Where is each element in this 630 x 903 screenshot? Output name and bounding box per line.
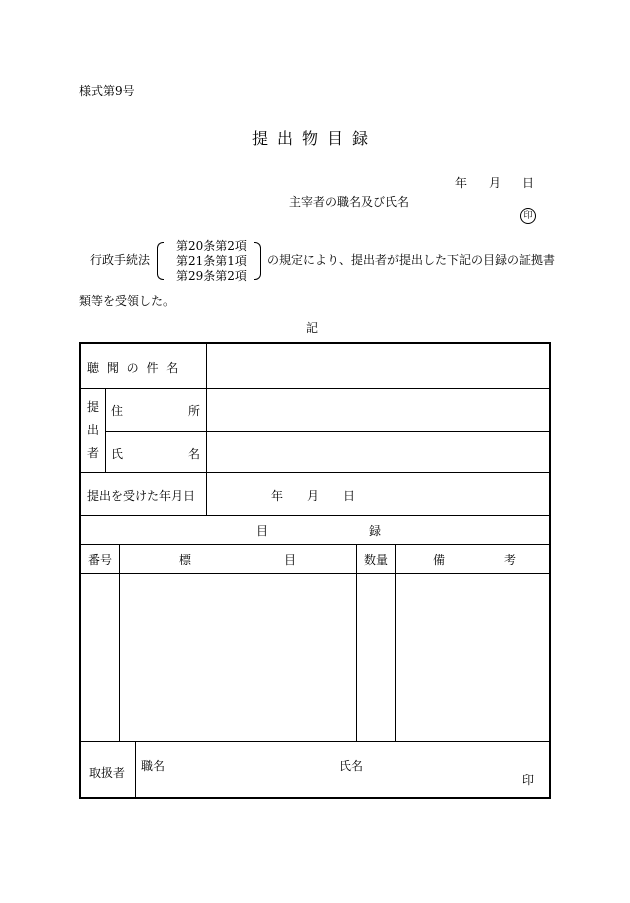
hearing-case-label: 聴 聞 の 件 名 [87,361,181,375]
col-label-header-1: 標 [179,553,192,567]
row-line [81,472,549,473]
date-month-label: 月 [489,176,502,190]
ki-label: 記 [306,321,319,335]
received-year-label: 年 [271,489,284,503]
col-line [105,388,106,472]
list-number-area[interactable] [82,574,118,740]
received-month-label: 月 [307,489,320,503]
name-field[interactable] [207,432,549,472]
row-line [81,544,549,545]
body-text-line1: の規定により、提出者が提出した下記の目録の証拠書 [267,253,556,267]
form-number: 様式第9号 [79,84,135,98]
law-name: 行政手続法 [90,253,151,267]
article-1: 第20条第2項 [176,239,247,253]
handler-name-label: 氏名 [339,759,364,773]
article-2: 第21条第1項 [176,254,247,268]
col-line [135,741,136,797]
date-year-label: 年 [455,176,468,190]
list-header-2: 録 [369,524,382,538]
address-label-1: 住 [111,404,124,418]
article-3: 第29条第2項 [176,269,247,283]
submitter-label: 提 出 者 [86,400,99,460]
right-brace [254,242,261,280]
list-header-1: 目 [256,524,269,538]
name-label-2: 名 [188,447,201,461]
col-remarks-header-1: 備 [433,553,446,567]
list-remarks-area[interactable] [396,574,548,740]
seal-mark: 印 [520,208,536,224]
submission-table [79,342,551,799]
received-date-label: 提出を受けた年月日 [87,489,196,503]
list-label-area[interactable] [120,574,355,740]
address-field[interactable] [207,389,549,431]
handler-label: 取扱者 [89,766,126,780]
page-title: 提出物目録 [252,129,378,148]
list-qty-area[interactable] [357,574,394,740]
handler-title-label: 職名 [141,759,166,773]
received-day-label: 日 [343,489,356,503]
presider-label: 主宰者の職名及び氏名 [289,195,410,209]
row-line [81,515,549,516]
date-day-label: 日 [522,176,535,190]
hearing-case-field[interactable] [207,345,549,387]
col-qty-header: 数量 [364,553,389,567]
col-label-header-2: 目 [284,553,297,567]
address-label-2: 所 [188,404,201,418]
left-brace [157,242,164,280]
row-line [81,741,549,742]
name-label-1: 氏 [111,447,124,461]
col-number-header: 番号 [88,553,113,567]
body-text-line2: 類等を受領した。 [79,294,176,308]
handler-seal-label: 印 [522,773,535,787]
col-remarks-header-2: 考 [504,553,517,567]
